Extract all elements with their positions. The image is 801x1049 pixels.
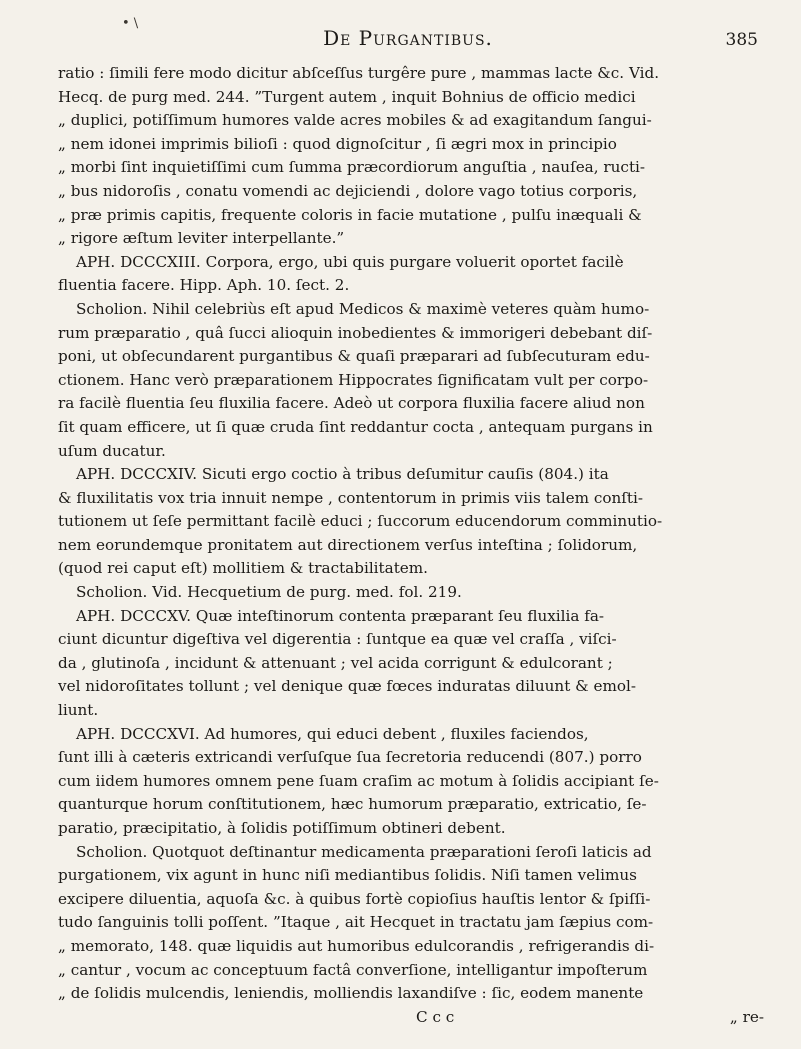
text-line: da , glutinoſa , incidunt & attenuant ; vel acida corrigunt & edulcorant ; — [58, 653, 613, 672]
text-line: cum iidem humores omnem pene ſuam craſim ac motum à ſolidis accipiant ſe- — [58, 771, 659, 790]
text-line: uſum ducatur. — [58, 441, 166, 460]
text-line: ſit quam efficere, ut ſi quæ cruda ſint reddantur cocta , antequam purgans in — [58, 417, 653, 436]
text-line: ratio : ſimili fere modo dicitur abſceſſus turgêre pure , mammas lacte &c. Vid. — [58, 64, 660, 82]
aphorism-heading: APH. DCCCXIII. Corpora, ergo, ubi quis purgare voluerit oportet facilè — [76, 252, 624, 271]
aphorism-heading: APH. DCCCXV. Quæ inteſtinorum contenta præparant ſeu fluxilia fa- — [76, 606, 605, 625]
text-line: fluentia facere. Hipp. Aph. 10. ſect. 2. — [58, 276, 350, 295]
text-line: „ præ primis capitis, frequente coloris in facie mutatione , pulſu inæquali & — [58, 205, 642, 224]
text-line: rum præparatio , quâ ſucci alioquin inobedientes & immorigeri debebant diſ- — [58, 323, 653, 342]
text-line: nem eorundemque pronitatem aut directionem verſus inteſtina ; ſolidorum, — [58, 535, 638, 554]
scholion-heading: Scholion. Nihil celebriùs eſt apud Medicos & maximè veteres quàm humo- — [76, 299, 650, 318]
text-line: „ nem idonei imprimis bilioſi : quod dignoſcitur , ſi ægri mox in principio — [58, 134, 617, 153]
running-header — [58, 16, 758, 56]
scholion-heading: Scholion. Quotquot deſtinantur medicamenta præparationi ſeroſi laticis ad — [76, 842, 652, 861]
text-line: „ de ſolidis mulcendis, leniendis, molliendis laxandiſve : ſic, eodem manente — [58, 984, 644, 1003]
page-number: 385 — [725, 30, 758, 50]
scholion-heading: Scholion. Vid. Hecquetium de purg. med. fol. 219. — [76, 583, 462, 602]
text-line: purgationem, vix agunt in hunc niſi mediantibus ſolidis. Niſi tamen velimus — [58, 866, 637, 885]
header-mark: • \ — [122, 16, 139, 31]
text-line: ciunt dicuntur digeſtiva vel digerentia : ſuntque ea quæ vel craſſa , viſci- — [58, 630, 617, 649]
text-line: ſunt illi à cæteris extricandi verſuſque ſua ſecretoria reducendi (807.) porro — [58, 748, 642, 767]
text-line: „ bus nidoroſis , conatu vomendi ac dejiciendi , dolore vago totius corporis, — [58, 181, 638, 200]
text-line: paratio, præcipitatio, à ſolidis potiſſimum obtineri debent. — [58, 819, 506, 837]
signature-mark: C c c — [416, 1007, 455, 1026]
text-line: liunt. — [58, 701, 99, 720]
text-line: (quod rei caput eſt) mollitiem & tractabilitatem. — [58, 559, 429, 578]
text-line: tutionem ut ſeſe permittant facilè educi ; ſuccorum educendorum comminutio- — [58, 512, 663, 531]
catchword: „ re- — [729, 1007, 764, 1026]
text-line: & fluxilitatis vox tria innuit nempe , contentorum in primis viis talem conſti- — [58, 488, 644, 507]
text-line: vel nidoroſitates tollunt ; vel denique quæ fœces induratas diluunt & emol- — [58, 677, 637, 696]
aphorism-heading: APH. DCCCXVI. Ad humores, qui educi debent , fluxiles faciendos, — [76, 724, 589, 743]
text-line: ra facilè fluentia ſeu fluxilia facere. Adeò ut corpora fluxilia facere aliud non — [58, 394, 645, 413]
text-line: „ cantur , vocum ac conceptuum factâ converſione, intelligantur impoſterum — [58, 960, 648, 979]
page-footer — [58, 1006, 770, 1029]
body-text — [58, 62, 770, 1029]
running-title: De Purgantibus. — [323, 26, 493, 50]
text-line: „ morbi ſint inquietiſſimi cum ſumma præcordiorum anguſtia , nauſea, ructi- — [58, 158, 646, 177]
text-line: ctionem. Hanc verò præparationem Hippocrates ſignificatam vult per corpo- — [58, 370, 649, 389]
text-line: quanturque horum conſtitutionem, hæc humorum præparatio, extricatio, ſe- — [58, 795, 647, 814]
text-line: tudo ſanguinis tolli poſſent. ”Itaque , ait Hecquet in tractatu jam ſæpius com- — [58, 913, 654, 932]
text-line: „ rigore æſtum leviter interpellante.” — [58, 229, 345, 248]
text-line: excipere diluentia, aquoſa &c. à quibus fortè copioſius hauſtis lentor & ſpiſſi- — [58, 889, 651, 908]
text-line: „ memorato, 148. quæ liquidis aut humoribus edulcorandis , refrigerandis di- — [58, 936, 655, 955]
aphorism-heading: APH. DCCCXIV. Sicuti ergo coctio à tribus deſumitur cauſis (804.) ita — [76, 465, 609, 484]
text-line: poni, ut obſecundarent purgantibus & quaſi præparari ad ſubſecuturam edu- — [58, 347, 650, 366]
text-line: Hecq. de purg med. 244. ”Turgent autem , inquit Bohnius de officio medici — [58, 87, 636, 106]
text-line: „ duplici, potiſſimum humores valde acres mobiles & ad exagitandum ſangui- — [58, 111, 652, 130]
